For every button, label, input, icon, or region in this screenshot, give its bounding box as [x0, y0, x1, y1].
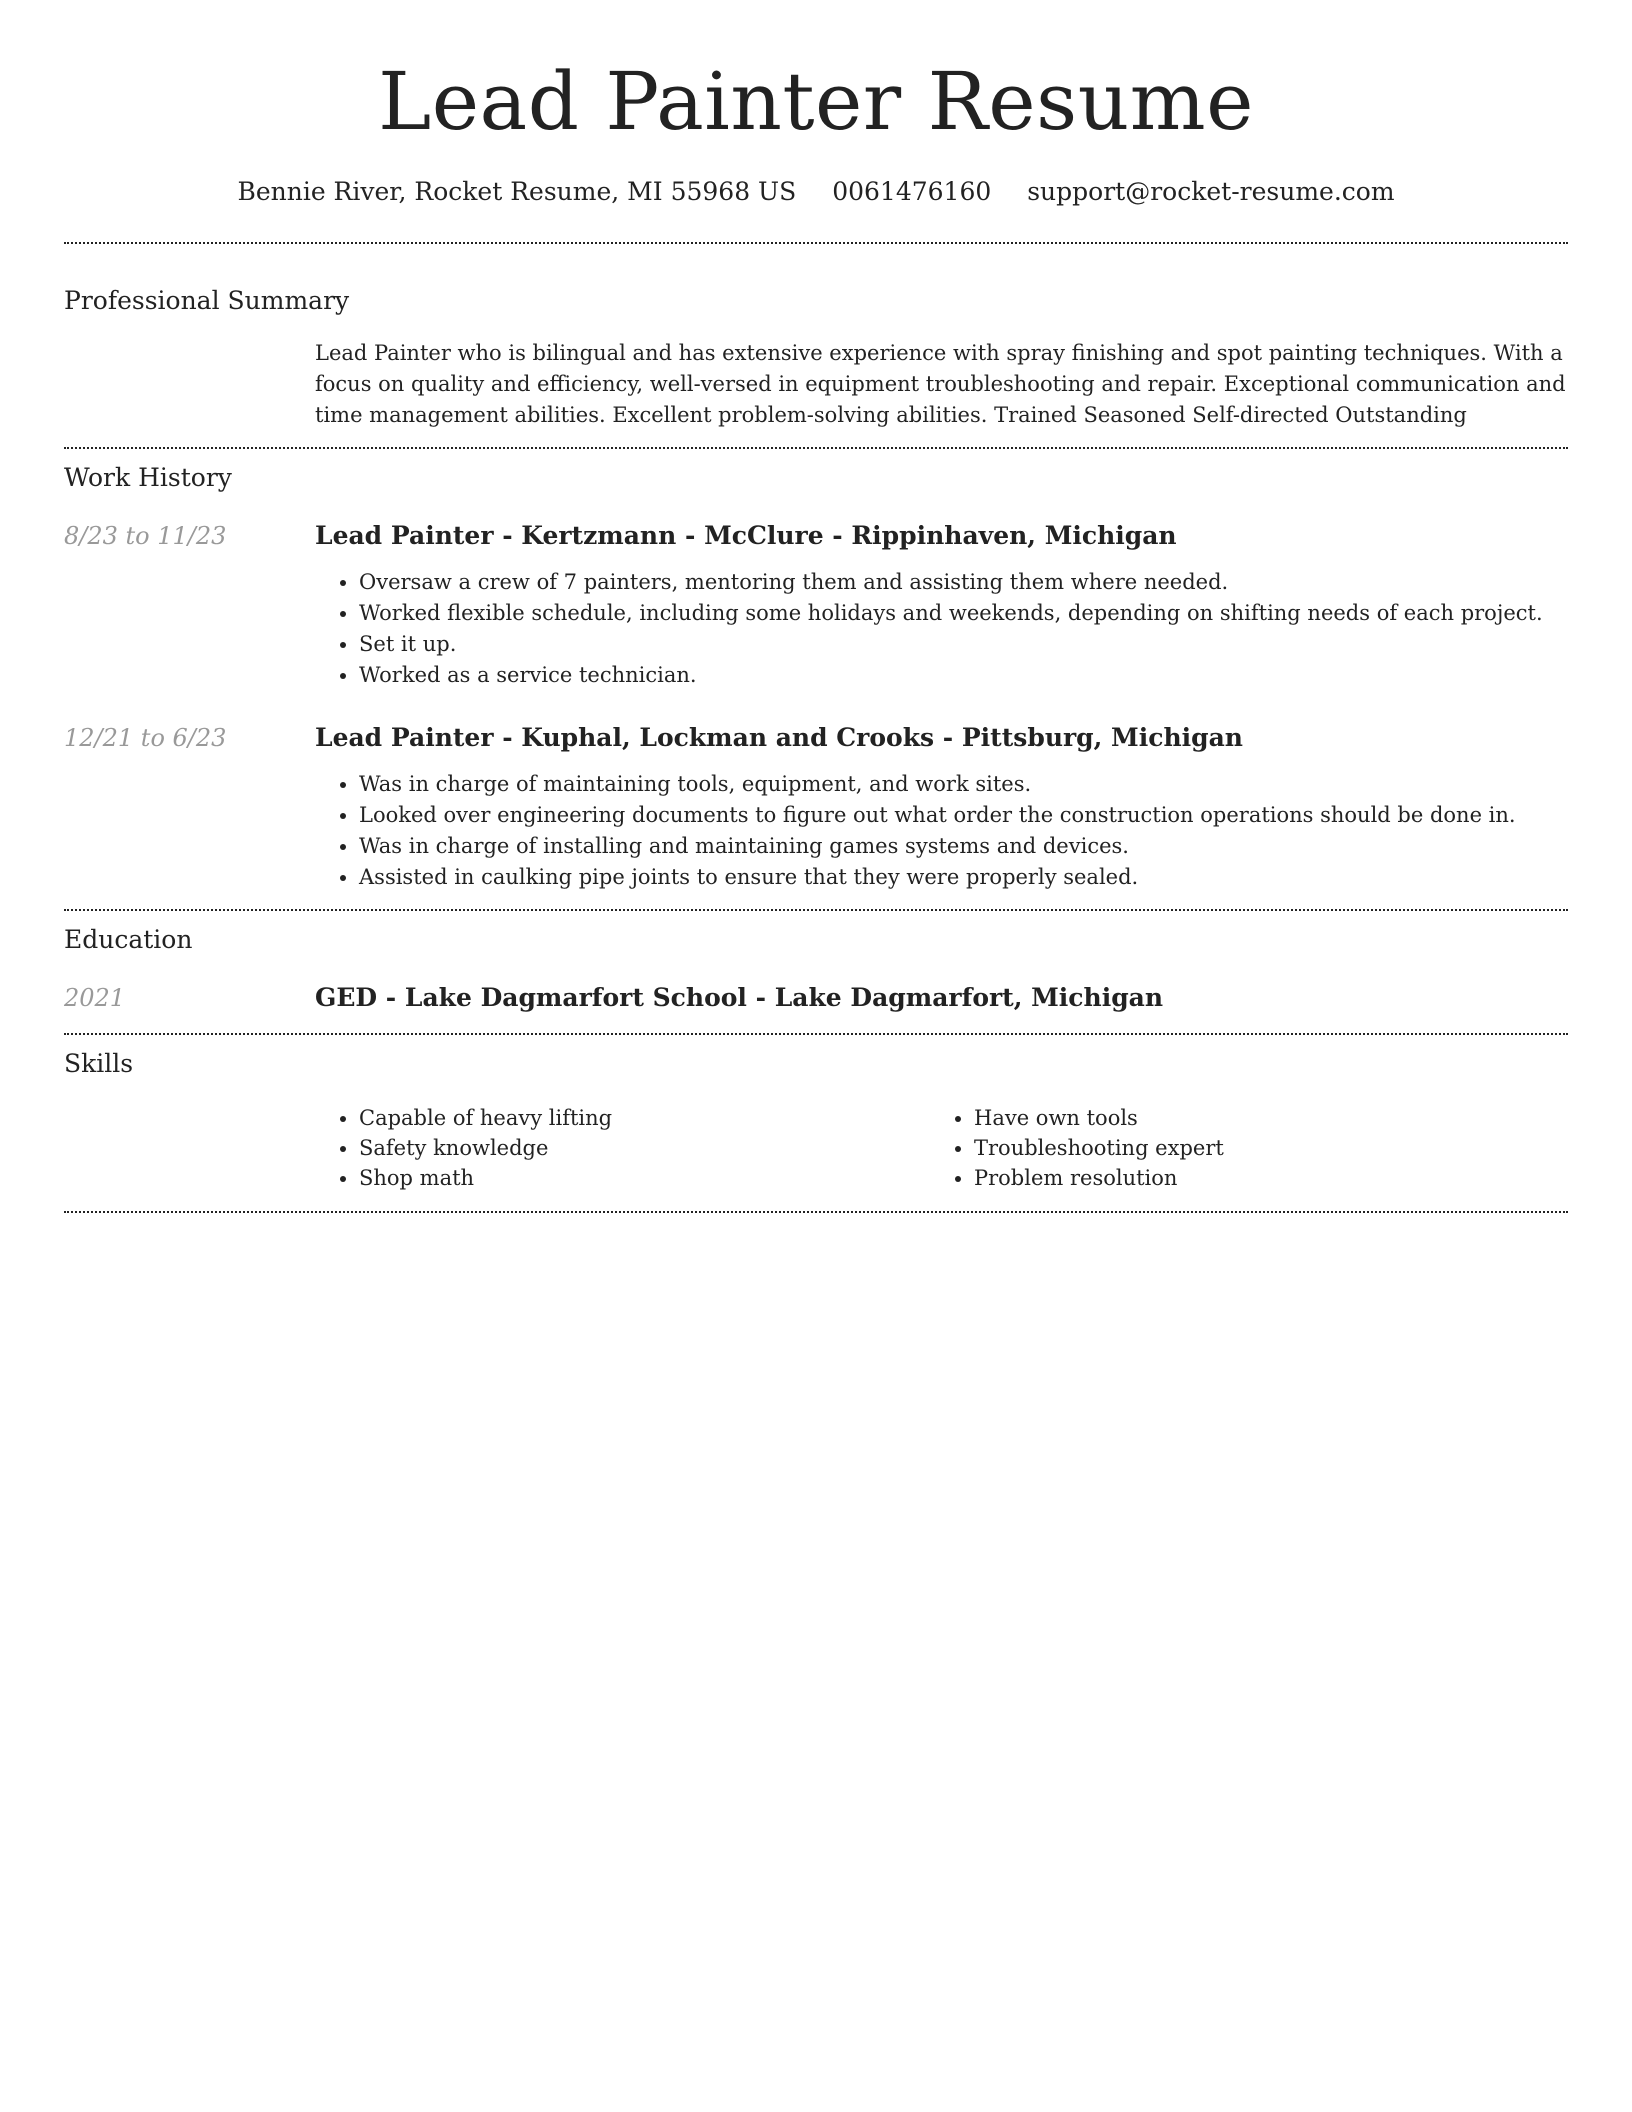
skills-list-right — [930, 1103, 1545, 1193]
job-title: Lead Painter - Kertzmann - McClure - Rippinhaven, Michigan — [315, 521, 1177, 550]
job-bullets — [315, 769, 1568, 893]
education-entry — [64, 981, 1568, 1033]
list-item: • Oversaw a crew of 7 painters, mentoring them and assisting them where needed. — [359, 567, 1568, 598]
job-dates: 8/23 to 11/23 — [64, 522, 227, 550]
skills-list-left — [315, 1103, 930, 1193]
contact-phone: 0061476160 — [832, 177, 992, 206]
list-item: • Set it up. — [359, 629, 1568, 660]
education-section — [64, 911, 1568, 1033]
skill-item: • Safety knowledge — [359, 1133, 930, 1163]
summary-section — [64, 244, 1568, 447]
contact-line — [64, 172, 1568, 212]
job-bullets — [315, 567, 1568, 691]
work-history-heading: Work History — [64, 463, 232, 492]
list-item: • Worked flexible schedule, including some holidays and weekends, depending on shifting needs of each project. — [359, 598, 1568, 629]
list-item: • Assisted in caulking pipe joints to ensure that they were properly sealed. — [359, 862, 1568, 893]
skills-section — [64, 1035, 1568, 1211]
contact-email: support@rocket-resume.com — [1027, 177, 1395, 206]
job-entry — [64, 519, 1568, 691]
skill-item: • Shop math — [359, 1163, 930, 1193]
skill-item: • Capable of heavy lifting — [359, 1103, 930, 1133]
divider — [64, 1211, 1568, 1213]
list-item: • Worked as a service technician. — [359, 660, 1568, 691]
job-title: Lead Painter - Kuphal, Lockman and Crooks - Pittsburg, Michigan — [315, 723, 1243, 752]
education-year: 2021 — [64, 984, 126, 1012]
skill-item: • Troubleshooting expert — [974, 1133, 1545, 1163]
skills-heading: Skills — [64, 1049, 134, 1078]
skill-item: • Have own tools — [974, 1103, 1545, 1133]
education-title: GED - Lake Dagmarfort School - Lake Dagmarfort, Michigan — [315, 983, 1164, 1012]
skills-grid — [315, 1103, 1568, 1193]
job-dates: 12/21 to 6/23 — [64, 724, 227, 752]
list-item: • Looked over engineering documents to figure out what order the construction operations should be done in. — [359, 800, 1568, 831]
list-item: • Was in charge of installing and maintaining games systems and devices. — [359, 831, 1568, 862]
resume-title: Lead Painter Resume — [378, 55, 1254, 148]
skill-item: • Problem resolution — [974, 1163, 1545, 1193]
job-entry — [64, 721, 1568, 909]
education-heading: Education — [64, 925, 193, 954]
summary-heading: Professional Summary — [64, 286, 350, 315]
contact-address: Bennie River, Rocket Resume, MI 55968 US — [237, 177, 797, 206]
summary-text: Lead Painter who is bilingual and has extensive experience with spray finishing and spot painting techniques. With a focus on quality and efficiency, well-versed in equipment troubleshooting and repair. Exceptional communication and time management abilities. Excellent problem-solving abilities. Trained Seasoned Self-directed Outstanding — [315, 341, 1566, 427]
work-history-section — [64, 449, 1568, 909]
list-item: • Was in charge of maintaining tools, equipment, and work sites. — [359, 769, 1568, 800]
